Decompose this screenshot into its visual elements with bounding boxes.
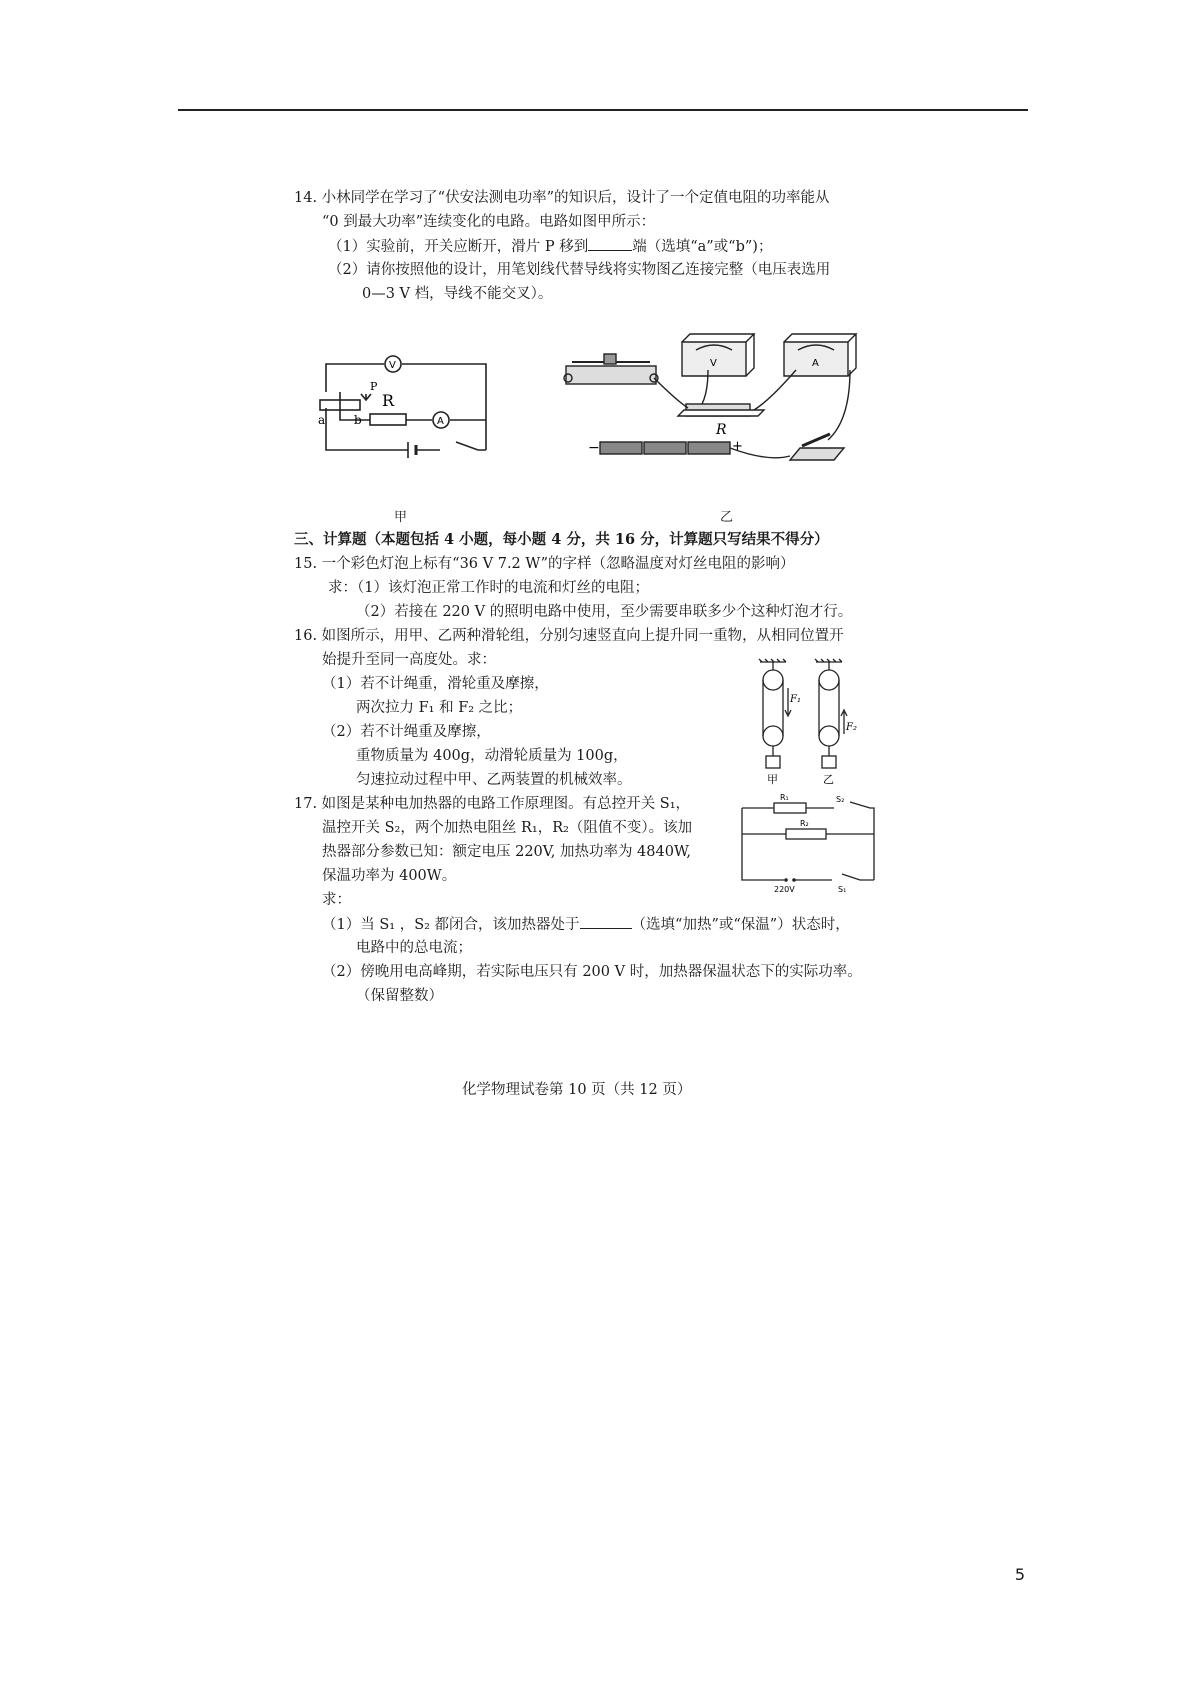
fig-jia-caption: 甲 <box>394 510 408 525</box>
q14-line1: 14. 小林同学在学习了“伏安法测电功率”的知识后，设计了一个定值电阻的功率能从 <box>294 190 830 206</box>
fig-yi-caption: 乙 <box>720 510 734 525</box>
q16-line6: 重物质量为 400g，动滑轮质量为 100g， <box>356 748 628 764</box>
pulley-caption-yi: 乙 <box>823 773 834 786</box>
q14-part1-text-a: （1）实验前，开关应断开，滑片 P 移到 <box>328 239 589 255</box>
fig-jia-end-b: b <box>354 413 362 427</box>
scanned-page <box>280 180 900 1110</box>
fig-jia-ammeter-label: A <box>437 416 444 427</box>
section-3-heading: 三、计算题（本题包括 4 小题，每小题 4 分，共 16 分，计算题只写结果不得分） <box>294 531 829 548</box>
q14-blank <box>588 236 632 251</box>
fig-yi-voltmeter-label: V <box>710 358 717 369</box>
fig-yi-ammeter-label: A <box>812 358 819 369</box>
q14-part2: （2）请你按照他的设计，用笔划线代替导线将实物图乙连接完整（电压表选用 <box>328 262 831 278</box>
fig-jia-voltmeter-label: V <box>389 360 396 371</box>
heater-r1-label: R₁ <box>780 794 789 802</box>
q14-figure-jia <box>308 350 508 470</box>
q17-line2: 温控开关 S₂，两个加热电阻丝 R₁，R₂（阻值不变）。该加 <box>322 820 693 836</box>
q14-line2: “0 到最大功率”连续变化的电路。电路如图甲所示： <box>322 214 656 230</box>
q14-figure-yi <box>558 330 898 480</box>
q17-line9: （保留整数） <box>356 988 443 1004</box>
q15-line2: 求：（1）该灯泡正常工作时的电流和灯丝的电阻； <box>328 580 649 596</box>
q17-circuit-figure <box>738 794 878 894</box>
q16-line1: 16. 如图所示，用甲、乙两种滑轮组，分别匀速竖直向上提升同一重物，从相同位置开 <box>294 628 844 644</box>
q17-part1 <box>322 914 850 935</box>
header-rule <box>178 109 1028 111</box>
q17-blank <box>580 914 632 929</box>
q16-line2: 始提升至同一高度处。求： <box>322 652 496 668</box>
q17-part2: （2）傍晚用电高峰期，若实际电压只有 200 V 时，加热器保温状态下的实际功率。 <box>322 964 862 980</box>
q17-part1-text-a: （1）当 S₁ ，S₂ 都闭合，该加热器处于 <box>322 917 580 933</box>
q17-line4: 保温功率为 400W。 <box>322 868 457 884</box>
pulley-caption-jia: 甲 <box>767 773 778 786</box>
heater-voltage-label: 220V <box>774 885 795 894</box>
heater-r2-label: R₂ <box>800 819 809 828</box>
q17-line7: 电路中的总电流； <box>356 940 472 956</box>
q17-line5: 求： <box>322 892 351 908</box>
q16-line3: （1）若不计绳重，滑轮重及摩擦， <box>322 676 549 692</box>
q16-line4: 两次拉力 F₁ 和 F₂ 之比； <box>356 700 523 716</box>
pulley-f2-label: F₂ <box>846 722 857 733</box>
q16-pulley-figure <box>750 658 860 788</box>
q17-part1-text-b: （选填“加热”或“保温”）状态时， <box>631 917 850 933</box>
q17-line3: 热器部分参数已知：额定电压 220V, 加热功率为 4840W, <box>322 844 691 860</box>
q15-line3: （2）若接在 220 V 的照明电路中使用，至少需要串联多少个这种灯泡才行。 <box>356 604 853 620</box>
scan-footer: 化学物理试卷第 10 页（共 12 页） <box>462 1082 692 1098</box>
q14-part2-cont: 0—3 V 档，导线不能交叉）。 <box>362 286 553 302</box>
q17-line1: 17. 如图是某种电加热器的电路工作原理图。有总控开关 S₁， <box>294 796 691 812</box>
q16-line5: （2）若不计绳重及摩擦， <box>322 724 491 740</box>
heater-s2-label: S₂ <box>836 795 845 804</box>
fig-yi-resistor-label: R <box>716 422 727 438</box>
q15-line1: 15. 一个彩色灯泡上标有“36 V 7.2 W”的字样（忽略温度对灯丝电阻的影响） <box>294 556 795 572</box>
heater-s1-label: S₁ <box>838 885 847 894</box>
fig-jia-resistor-label: R <box>382 391 395 410</box>
q16-line7: 匀速拉动过程中甲、乙两装置的机械效率。 <box>356 772 632 788</box>
pulley-f1-label: F₁ <box>790 694 801 705</box>
page-number: 5 <box>1014 1565 1025 1584</box>
q14-part1-text-b: 端（选填“a”或“b”)； <box>632 239 773 255</box>
fig-jia-slider-label: P <box>370 380 378 393</box>
q14-part1 <box>328 236 772 257</box>
fig-yi-plus: + <box>732 439 743 454</box>
fig-yi-minus: − <box>588 440 600 456</box>
fig-jia-end-a: a <box>318 413 326 427</box>
